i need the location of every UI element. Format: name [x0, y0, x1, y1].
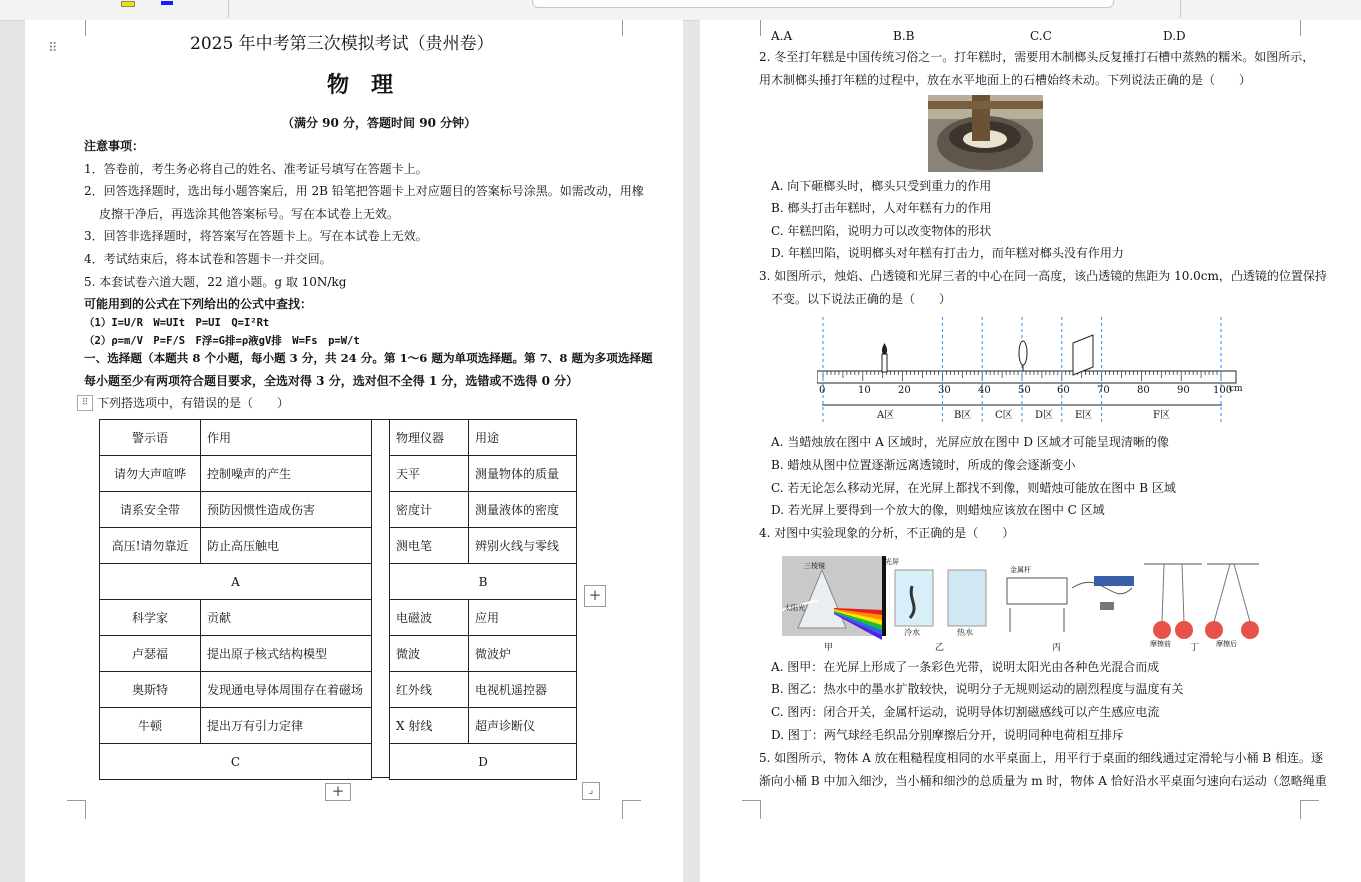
section-1-heading: 一、选择题（本题共 8 个小题，每小题 3 分，共 24 分。第 1～6 题为单项选择题。第 7、8 题为多项选择题	[84, 351, 653, 365]
region-e: E区	[1075, 410, 1093, 421]
notice-5: 5. 本套试卷六道大题，22 道小题。g 取 10N/kg	[84, 275, 347, 289]
table-cell: 请系安全带	[100, 492, 201, 528]
table-cell: 红外线	[390, 672, 469, 708]
formula-line-1: （1）I=U/R W=UIt P=UI Q=I²Rt	[84, 317, 270, 329]
table-cell: 测量液体的密度	[469, 492, 577, 528]
crop-mark	[622, 800, 641, 819]
notice-3: 3．回答非选择题时，将答案写在答题卡上。写在本试卷上无效。	[84, 229, 428, 243]
table-cell: 奥斯特	[100, 672, 201, 708]
option-label-b: B	[390, 564, 577, 600]
formula-line-2: （2）ρ=m/V P=F/S F浮=G排=ρ液gV排 W=Fs p=W/t	[84, 335, 360, 347]
fig-small-label: 摩擦前	[1150, 640, 1171, 648]
table-header-cell: 电磁波	[390, 600, 469, 636]
q2-option-a: A. 向下砸榔头时，榔头只受到重力的作用	[771, 179, 992, 193]
table-cell: 预防因惯性造成伤害	[201, 492, 372, 528]
q5-stem: 5. 如图所示，物体 A 放在粗糙程度相同的水平桌面上，用平行于桌面的细线通过定滑轮与小桶 B 相连。逐	[759, 751, 1324, 765]
q3-option-a: A. 当蜡烛放在图中 A 区域时，光屏应放在图中 D 区域才可能呈现清晰的像	[771, 435, 1169, 449]
fig-label-jia: 甲	[824, 643, 834, 653]
table-cell: 辨别火线与零线	[469, 528, 577, 564]
q2-stem-cont: 用木制榔头捶打年糕的过程中，放在水平地面上的石槽始终未动。下列说法正确的是（ ）	[759, 73, 1252, 87]
ruler-tick-label: 60	[1057, 385, 1070, 396]
crop-mark	[1300, 800, 1319, 819]
table-cell: 电视机遥控器	[469, 672, 577, 708]
q3-stem-cont: 不变。以下说法正确的是（ ）	[771, 292, 952, 306]
page-2	[700, 20, 1361, 882]
q3-stem: 3. 如图所示，烛焰、凸透镜和光屏三者的中心在同一高度，该凸透镜的焦距为 10.0cm，凸透镜的位置保持	[759, 269, 1327, 283]
table-cell: 高压!请勿靠近	[100, 528, 201, 564]
search-box[interactable]	[532, 0, 1114, 8]
optical-bench-figure	[817, 313, 1247, 428]
ruler-tick-label: 90	[1177, 385, 1190, 396]
table-header-cell: 用途	[469, 420, 577, 456]
crop-mark	[622, 20, 641, 36]
notice-heading: 注意事项：	[84, 139, 145, 153]
region-f: F区	[1153, 410, 1170, 421]
q2-option-c: C. 年糕凹陷，说明力可以改变物体的形状	[771, 224, 992, 238]
q3-option-b: B. 蜡烛从图中位置逐渐远离透镜时，所成的像会逐渐变小	[771, 458, 1076, 472]
table-cell: 测电笔	[390, 528, 469, 564]
page-1	[25, 20, 683, 882]
table-gap-column	[372, 419, 390, 778]
table-move-icon[interactable]: ⠿	[77, 395, 93, 411]
fig-small-label: 三棱镜	[804, 562, 825, 570]
table-cell: 提出万有引力定律	[201, 708, 372, 744]
crop-mark	[1300, 20, 1319, 36]
table-cell: 控制噪声的产生	[201, 456, 372, 492]
ruler-tick-label: 0	[819, 385, 826, 396]
q4-option-d: D. 图丁：两气球经毛织品分别摩擦后分开，说明同种电荷相互排斥	[771, 728, 1124, 742]
table-cell: X 射线	[390, 708, 469, 744]
q4-figure-svg	[782, 548, 1262, 654]
toolbar	[0, 0, 1361, 21]
ruler-unit: cm	[1229, 384, 1243, 394]
formula-heading: 可能用到的公式在下列给出的公式中查找：	[84, 297, 313, 311]
table-cell: 微波炉	[469, 636, 577, 672]
region-d: D区	[1035, 410, 1054, 421]
table-cell: 超声诊断仪	[469, 708, 577, 744]
table-cell: 卢瑟福	[100, 636, 201, 672]
ruler-tick-label: 30	[938, 385, 951, 396]
notice-1: 1．答卷前，考生务必将自己的姓名、准考证号填写在答题卡上。	[84, 162, 428, 176]
crop-mark	[67, 800, 86, 819]
add-column-icon[interactable]: +	[584, 585, 606, 607]
subject-title: 物 理	[327, 72, 394, 98]
mortar-photo	[928, 95, 1043, 172]
add-row-icon[interactable]: +	[325, 783, 351, 801]
table-cell: 微波	[390, 636, 469, 672]
q5-stem-cont: 渐向小桶 B 中加入细沙，当小桶和细沙的总质量为 m 时，物体 A 恰好沿水平桌面匀速向右运动（忽略绳重	[759, 774, 1327, 788]
ruler-tick-label: 70	[1097, 385, 1110, 396]
table-cell: 请勿大声喧哗	[100, 456, 201, 492]
option-label-d: D	[390, 744, 577, 780]
fig-label-ding: 丁	[1190, 643, 1200, 653]
ruler-tick-label: 20	[898, 385, 911, 396]
notice-2: 2．回答选择题时，选出每小题答案后，用 2B 铅笔把答题卡上对应题目的答案标号涂黑。如需改动，用橡	[84, 184, 644, 198]
fig-small-label: 金属杆	[1010, 566, 1031, 574]
q2-option-d: D. 年糕凹陷，说明榔头对年糕有打击力，而年糕对榔头没有作用力	[771, 246, 1124, 260]
drag-handle-icon[interactable]: ⠿	[48, 41, 58, 56]
toolbar-divider	[228, 0, 229, 18]
section-1-heading-cont: 每小题至少有两项符合题目要求，全选对得 3 分，选对但不全得 1 分，选错或不选得 0 分）	[84, 374, 579, 388]
prev-option-d: D.D	[1163, 29, 1186, 43]
region-b: B区	[954, 410, 972, 421]
table-cell: 天平	[390, 456, 469, 492]
option-label-c: C	[100, 744, 372, 780]
q4-option-b: B. 图乙：热水中的墨水扩散较快，说明分子无规则运动的剧烈程度与温度有关	[771, 682, 1184, 696]
ruler-tick-label: 100	[1213, 385, 1233, 396]
ruler-tick-label: 50	[1018, 385, 1031, 396]
fig-small-label: 冷水	[904, 628, 920, 637]
table-cell: 测量物体的质量	[469, 456, 577, 492]
font-color-icon[interactable]	[161, 1, 173, 5]
ruler-tick-label: 80	[1137, 385, 1150, 396]
region-a: A区	[877, 410, 895, 421]
highlight-color-icon[interactable]	[121, 1, 135, 7]
table-header-cell: 作用	[201, 420, 372, 456]
table-a-c	[99, 419, 372, 780]
table-header-cell: 警示语	[100, 420, 201, 456]
table-header-cell: 物理仪器	[390, 420, 469, 456]
fig-small-label: 太阳光	[784, 604, 805, 612]
prev-option-b: B.B	[893, 29, 915, 43]
table-cell: 提出原子核式结构模型	[201, 636, 372, 672]
prev-option-a: A.A	[771, 29, 793, 43]
q3-option-d: D. 若光屏上要得到一个放大的像，则蜡烛应该放在图中 C 区域	[771, 503, 1105, 517]
fig-small-label: 热水	[957, 628, 973, 637]
fig-small-label: 光屏	[885, 558, 899, 566]
region-c: C区	[995, 410, 1013, 421]
table-b-d	[389, 419, 577, 780]
prev-option-c: C.C	[1030, 29, 1052, 43]
q3-option-c: C. 若无论怎么移动光屏，在光屏上都找不到像，则蜡烛可能放在图中 B 区域	[771, 481, 1176, 495]
table-resize-icon[interactable]: ⌟	[582, 782, 600, 800]
notice-2-cont: 皮擦干净后，再选涂其他答案标号。写在本试卷上无效。	[99, 207, 400, 221]
q4-option-c: C. 图丙：闭合开关，金属杆运动，说明导体切割磁感线可以产生感应电流	[771, 705, 1160, 719]
fig-label-yi: 乙	[935, 643, 945, 653]
q2-stem: 2. 冬至打年糕是中国传统习俗之一。打年糕时，需要用木制榔头反复捶打石槽中蒸熟的糯米。如图所示，	[759, 50, 1315, 64]
table-cell: 发现通电导体周围存在着磁场	[201, 672, 372, 708]
ruler-tick-label: 10	[858, 385, 871, 396]
table-cell: 牛顿	[100, 708, 201, 744]
q4-stem: 4. 对图中实验现象的分析，不正确的是（ ）	[759, 526, 1015, 540]
ruler-tick-label: 40	[978, 385, 991, 396]
table-cell: 防止高压触电	[201, 528, 372, 564]
q2-option-b: B. 榔头打击年糕时，人对年糕有力的作用	[771, 201, 992, 215]
option-label-a: A	[100, 564, 372, 600]
crop-mark	[742, 20, 761, 36]
table-header-cell: 应用	[469, 600, 577, 636]
fig-small-label: 摩擦后	[1216, 640, 1237, 648]
crop-mark	[67, 20, 86, 36]
q4-option-a: A. 图甲：在光屏上形成了一条彩色光带，说明太阳光由各种色光混合而成	[771, 660, 1160, 674]
fig-label-bing: 丙	[1052, 643, 1062, 653]
question-1-stem: 下列搭选项中，有错误的是（ ）	[97, 396, 290, 410]
score-note: （满分 90 分，答题时间 90 分钟）	[282, 116, 477, 130]
q4-figure	[782, 548, 1262, 654]
toolbar-divider	[1180, 0, 1181, 18]
crop-mark	[742, 800, 761, 819]
table-cell: 密度计	[390, 492, 469, 528]
notice-4: 4．考试结束后，将本试卷和答题卡一并交回。	[84, 252, 332, 266]
table-header-cell: 科学家	[100, 600, 201, 636]
table-header-cell: 贡献	[201, 600, 372, 636]
exam-title: 2025 年中考第三次模拟考试（贵州卷）	[190, 34, 494, 54]
